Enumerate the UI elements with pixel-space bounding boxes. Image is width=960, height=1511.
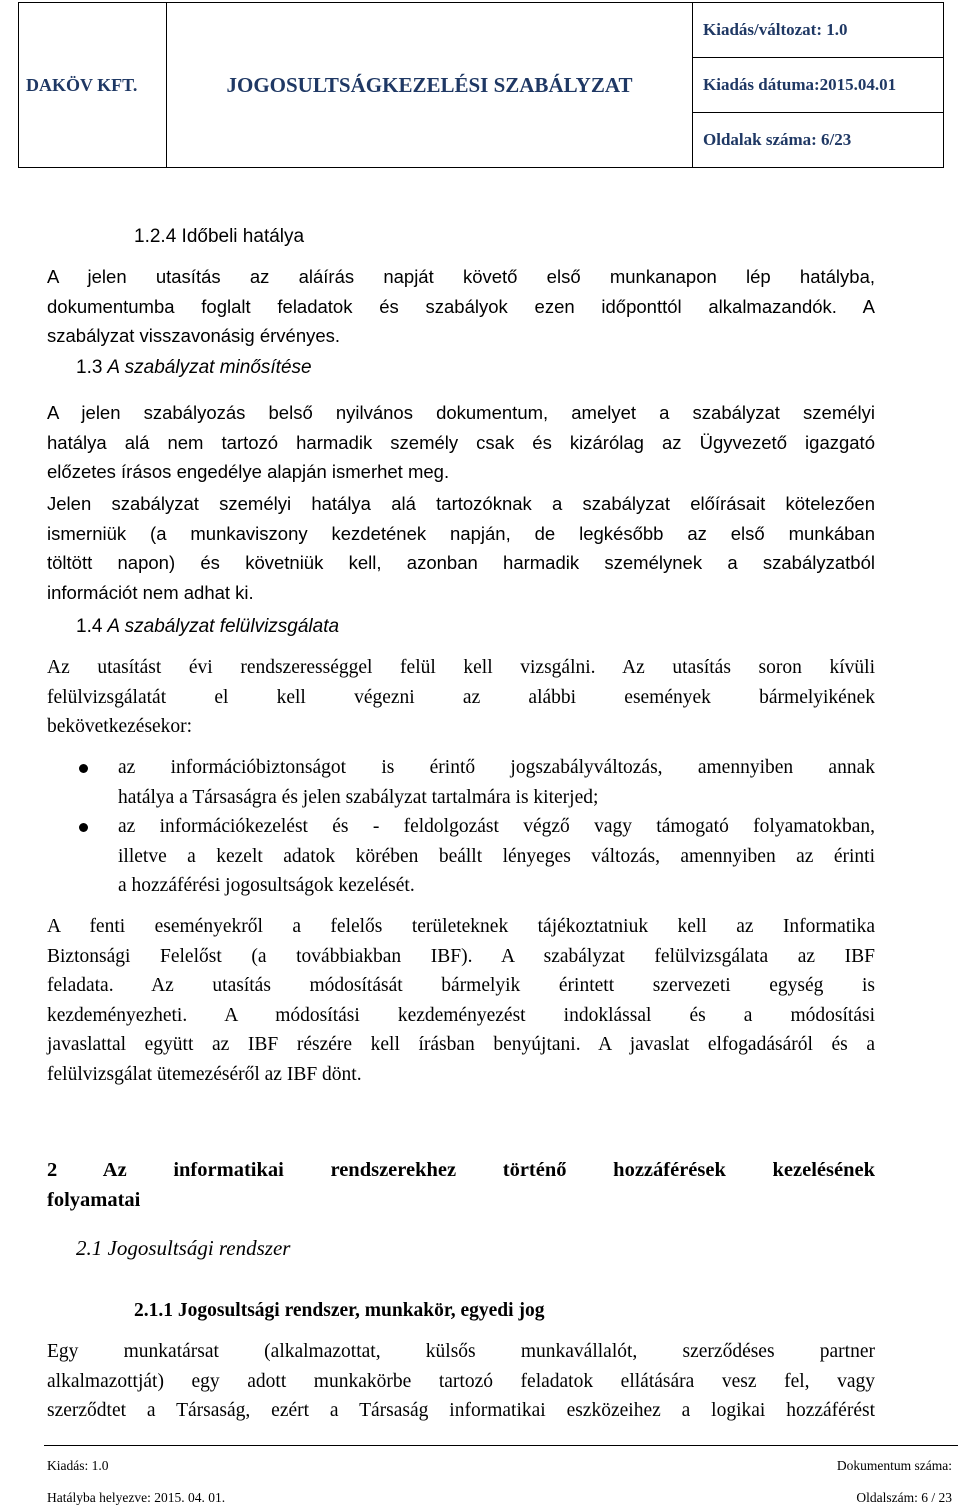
company-name: DAKÖV KFT.	[19, 3, 167, 168]
heading-1-4	[76, 615, 339, 638]
heading-line: folyamatai	[47, 1189, 141, 1211]
edition-date: Kiadás dátuma:2015.04.01	[693, 58, 944, 113]
paragraph-szemelyi-hatalya	[47, 489, 875, 607]
text-line: illetve a kezelt adatok körében beállt lényeges változás, amennyiben az érinti	[118, 845, 875, 867]
footer-effective-date: Hatályba helyezve: 2015. 04. 01.	[47, 1490, 226, 1505]
text-line: előzetes írásos engedélye alapján ismerhet meg.	[47, 461, 450, 482]
paragraph-hatalya	[47, 262, 875, 351]
text-line: Egy munkatársat (alkalmazottat, külsős munkavállalót, szerződéses partner	[47, 1341, 875, 1362]
text-line: kezdeményezheti. A módosítási kezdeményezést indoklással és a módosítási	[47, 1004, 875, 1026]
text-line: az információbiztonságot is érintő jogszabályváltozás, amennyiben annak	[118, 757, 875, 778]
text-line: javaslattal együtt az IBF részére kell írásban benyújtani. A javaslat elfogadásáról és a	[47, 1034, 875, 1055]
text-line: A jelen utasítás az aláírás napját követő első munkanapon lép hatályba,	[47, 266, 875, 287]
text-line: bekövetkezésekor:	[47, 716, 193, 737]
paragraph-ibf	[47, 912, 875, 1089]
text-line: felülvizsgálatát el kell végezni az alábbi események bármelyikének	[47, 686, 875, 708]
bullet-icon	[79, 823, 88, 832]
page-count: Oldalak száma: 6/23	[693, 113, 944, 168]
text-line: A jelen szabályozás belső nyilvános dokumentum, amelyet a szabályzat személyi	[47, 402, 875, 423]
heading-title: A szabályzat felülvizsgálata	[107, 616, 340, 637]
heading-line: 2 Az informatikai rendszerekhez történő hozzáférések kezelésének	[47, 1159, 875, 1181]
document-title: JOGOSULTSÁGKEZELÉSI SZABÁLYZAT	[167, 3, 693, 168]
text-line: feladata. Az utasítás módosítását bármelyik érintett szervezeti egység is	[47, 975, 875, 996]
footer-divider	[44, 1445, 958, 1446]
heading-number: 1.4	[76, 616, 103, 637]
heading-1-2-4: 1.2.4 Időbeli hatálya	[134, 226, 305, 247]
text-line: dokumentumba foglalt feladatok és szabályok ezen időponttól alkalmazandók. A	[47, 295, 875, 317]
bullet-icon	[79, 764, 88, 773]
text-line: Jelen szabályzat személyi hatálya alá tartozóknak a szabályzat előírásait kötelezően	[47, 493, 875, 514]
paragraph-felulvizsgalat-intro	[47, 653, 875, 742]
text-line: a hozzáférési jogosultságok kezelését.	[118, 875, 415, 896]
footer-edition: Kiadás: 1.0	[47, 1458, 109, 1473]
text-line: információt nem adhat ki.	[47, 581, 254, 603]
paragraph-minosites	[47, 398, 875, 487]
document-header	[18, 2, 944, 168]
text-line: Biztonsági Felelőst (a továbbiakban IBF). A szabályzat felülvizsgálata az IBF	[47, 945, 875, 967]
text-line: A fenti eseményekről a felelős területeknek tájékoztatniuk kell az Informatika	[47, 916, 875, 937]
edition-version: Kiadás/változat: 1.0	[693, 3, 944, 58]
text-line: töltött napon) és követniük kell, azonban harmadik személynek a szabályzatból	[47, 552, 875, 573]
paragraph-jogosultsagi-rendszer	[47, 1337, 875, 1426]
heading-title: A szabályzat minősítése	[107, 357, 312, 378]
heading-2-1-1: 2.1.1 Jogosultsági rendszer, munkakör, egyedi jog	[134, 1300, 545, 1321]
text-line: felülvizsgálat ütemezéséről az IBF dönt.	[47, 1063, 362, 1085]
text-line: Az utasítást évi rendszerességgel felül kell vizsgálni. Az utasítás soron kívüli	[47, 657, 875, 678]
text-line: szerződtet a Társaság, ezért a Társaság informatikai eszközeihez a logikai hozzáférést	[47, 1400, 875, 1421]
heading-1-3	[76, 356, 312, 379]
footer-page-number: Oldalszám: 6 / 23	[856, 1490, 952, 1505]
list-item	[47, 812, 875, 901]
text-line: alkalmazottját) egy adott munkakörbe tartozó feladatok ellátására vesz fel, vagy	[47, 1370, 875, 1392]
text-line: hatálya alá nem tartozó harmadik személy csak és kizárólag az Ügyvezető igazgató	[47, 431, 875, 453]
heading-chapter-2	[47, 1155, 875, 1215]
text-line: ismerniük (a munkaviszony kezdetének napján, de legkésőbb az első munkában	[47, 522, 875, 544]
heading-number: 1.3	[76, 357, 103, 378]
heading-2-1: 2.1 Jogosultsági rendszer	[76, 1236, 291, 1260]
text-line: az információkezelést és - feldolgozást végző vagy támogató folyamatokban,	[118, 816, 875, 837]
text-line: szabályzat visszavonásig érvényes.	[47, 325, 341, 346]
list-item	[47, 753, 875, 812]
text-line: hatálya a Társaságra és jelen szabályzat tartalmára is kiterjed;	[118, 786, 599, 808]
footer-document-number: Dokumentum száma:	[836, 1458, 952, 1473]
